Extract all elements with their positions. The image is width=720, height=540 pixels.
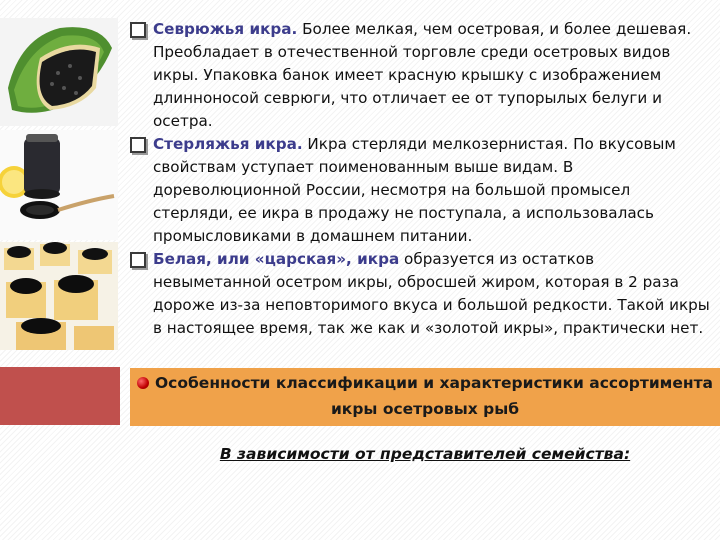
- checkbox-bullet-icon: [130, 252, 146, 268]
- content-text: [130, 18, 712, 340]
- section-banner-text: [130, 370, 720, 422]
- banner-line-2: икры осетровых рыб: [330, 400, 520, 418]
- caviar-canapes-photo: [0, 242, 118, 350]
- paragraph-text: Икра стерляди мелкозернистая. По вкусовым свойствам уступает поименованным выше видам. В дореволюционной России, несмотря на большой промысел стерляди, ее икра в продажу не поступала, а использовалась промысловиками в домашнем питании.: [153, 135, 676, 245]
- term-sterlyad: Стерляжья икра.: [153, 135, 303, 153]
- caviar-on-leaf-photo: [0, 18, 118, 126]
- subheading: В зависимости от представителей семейства:: [219, 445, 631, 463]
- checkbox-bullet-icon: [130, 137, 146, 153]
- red-dot-bullet-icon: [137, 377, 149, 389]
- paragraph-white-caviar: [130, 248, 712, 340]
- caviar-jar-photo: [0, 130, 118, 240]
- checkbox-bullet-icon: [130, 22, 146, 38]
- accent-bar: [0, 367, 120, 425]
- paragraph-text: образуется из остатков невыметанной осетром икры, обросшей жиром, которая в 2 раза дороже из-за неповторимого вкуса и большой редкости. Такой икры в настоящее время, так же как и «золотой икры», практически нет.: [153, 250, 710, 337]
- term-sevryuga: Севрюжья икра.: [153, 20, 298, 38]
- paragraph-sterlyad: [130, 133, 712, 248]
- paragraph-text: Более мелкая, чем осетровая, и более дешевая. Преобладает в отечественной торговле среди осетровых видов икры. Упаковка банок имеет красную крышку с изображением длинноносой севрюги, что отличает ее от тупорылых белуги и осетра.: [153, 20, 692, 130]
- paragraph-sevryuga: [130, 18, 712, 133]
- term-white-caviar: Белая, или «царская», икра: [153, 250, 400, 268]
- banner-line-1: Особенности классификации и характеристики ассортимента: [154, 374, 714, 392]
